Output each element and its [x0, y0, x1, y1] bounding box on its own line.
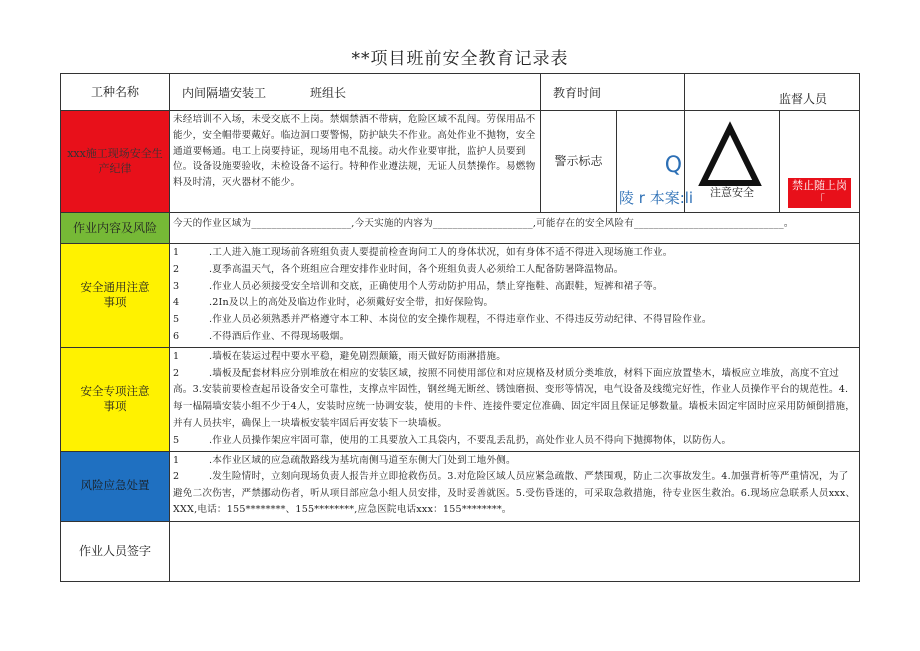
- emergency-items-cell: [170, 451, 860, 521]
- supervisor-cell[interactable]: [685, 74, 860, 111]
- special-item: 1 .墙板在装运过程中要水平稳，避免剧烈颠簸，雨天做好防雨淋措施。: [173, 350, 507, 362]
- general-item: 5 .作业人员必须熟悉并严格遵守本工种、本岗位的安全操作规程，不得违章作业、不得违反劳动纪律、不得冒险作业。: [173, 314, 712, 326]
- safety-education-form: [60, 73, 860, 582]
- signature-label: 作业人员签字: [78, 543, 151, 558]
- job-value: 内间隔墙安装工: [182, 85, 267, 100]
- sign-q: Q: [664, 153, 683, 178]
- special-item: 2 .墙板及配套材料应分别堆放在相应的安装区域，按照不同使用部位和对应规格及材质分类堆放，材料下面应放置垫木，墙板应立堆放，高度不宜过高。3.安装前要检查起吊设备安全可靠性，支撑点牢固性，钢丝绳无断丝、锈蚀磨损、变形等情况，电气设备及线缆完好性，作业人员操作平台的规范性。4.每一榀隔墙安装小组不少于4人，安装时应统一协调安装，使用的卡件、连接件要定位准确、固定牢固且保证足够数量。墙板未固定牢固时应采用防倾倒措施，并有人员扶牢，确保上一块墙板安装牢固后再安装下一块墙板。: [173, 367, 856, 429]
- discipline-label: xxx施工现场安全生产纪律: [67, 146, 163, 175]
- signature-label-cell: [61, 521, 170, 581]
- special-label-cell: [61, 347, 170, 451]
- work-content-cell[interactable]: [170, 213, 860, 244]
- general-label-cell: [61, 244, 170, 348]
- emergency-label-cell: [61, 451, 170, 521]
- warning-label-cell: [541, 111, 617, 213]
- team-leader-label: 班组长: [310, 85, 347, 100]
- discipline-label-cell: [61, 111, 170, 213]
- sign-text: 陵 r 本案:li: [619, 189, 694, 207]
- special-item: 5 .作业人员操作架应牢固可靠，使用的工具要放入工具袋内，不要乱丢乱扔，高处作业人员不得向下抛掷物体，以防伤人。: [173, 434, 732, 446]
- special-items-cell: [170, 347, 860, 451]
- job-label: 工种名称: [90, 84, 139, 99]
- edu-time-cell[interactable]: [541, 74, 685, 111]
- discipline-text-cell: [170, 111, 541, 213]
- work-content-label: 作业内容及风险: [72, 220, 157, 235]
- general-item: 1 .工人进入施工现场前各班组负责人要提前检查询问工人的身体状况，如有身体不适不得进入现场施工作业。: [173, 247, 673, 258]
- job-value-cell[interactable]: [170, 74, 541, 111]
- form-title: **项目班前安全教育记录表: [351, 49, 569, 69]
- special-label: 安全专项注意事项: [80, 383, 150, 414]
- warning-label: 警示标志: [554, 154, 603, 169]
- emergency-item: 2 .发生险情时，立刻向现场负责人报告并立即抢救伤员。3.对危险区域人员应紧急疏散、严禁围观，防止二次事故发生。4.加强背析等严重情况，为了避免二次伤害，严禁挪动伤者，听从项目部应急小组人员安排，及时妥善就医。5.受伤昏迷的，可采取急救措施，待专业医生救治。6.现场应急联系人员xxx、XXX,电话：155********、155********,应急医院电话xxx：155********。: [173, 471, 856, 516]
- forbid-cell: [780, 111, 860, 213]
- discipline-text: 未经培训不入场，未受交底不上岗。禁烟禁酒不带病，危险区域不乱闯。劳保用品不能少，安全帽带要戴好。临边洞口要警惕，防护缺失不作业。高处作业不抛物，安全通道要畅通。电工上岗要持证，现场用电不乱接。动火作业要审批，监护人员要到位。设备设施要验收，未检设备不运行。特种作业遵法规，无证人员禁操作。易燃物料及时清，灭火器材不能少。: [173, 114, 536, 189]
- general-item: 6 .不得酒后作业、不得现场吸烟。: [173, 330, 350, 342]
- edu-time-label: 教育时间: [553, 85, 602, 100]
- sign-q-cell: [617, 111, 694, 213]
- emergency-label: 风险应急处置: [80, 478, 150, 493]
- general-item: 2 .夏季高温天气，各个班组应合理安排作业时间，各个班组负责人必须给工人配备防暑降温物品。: [173, 263, 624, 275]
- forbid-sign: 禁止随上岗「: [788, 178, 851, 208]
- work-content-label-cell: [61, 213, 170, 244]
- supervisor-label: 监督人员: [779, 92, 828, 106]
- caution-label: 注意安全: [710, 186, 755, 199]
- caution-cell: [685, 111, 780, 213]
- general-item: 4 .2In及以上的高处及临边作业时，必须戴好安全带，扣好保险钩。: [173, 297, 494, 309]
- general-label: 安全通用注意事项: [80, 279, 150, 310]
- job-label-cell: [61, 74, 170, 111]
- triangle-warning-icon: [699, 125, 761, 187]
- general-item: 3 .作业人员必须接受安全培训和交底，正确使用个人劳动防护用品，禁止穿拖鞋、高跟鞋，短裤和裙子等。: [173, 280, 663, 292]
- work-content-text: 今天的作业区域为____________________,今天实施的内容为____________________,可能存在的安全风险有______________________________。: [173, 218, 794, 229]
- emergency-item: 1 .本作业区域的应急疏散路线为基坑南侧马道至东侧大门处到工地外侧。: [173, 454, 516, 466]
- signature-field[interactable]: [170, 521, 860, 581]
- general-items-cell: [170, 244, 860, 348]
